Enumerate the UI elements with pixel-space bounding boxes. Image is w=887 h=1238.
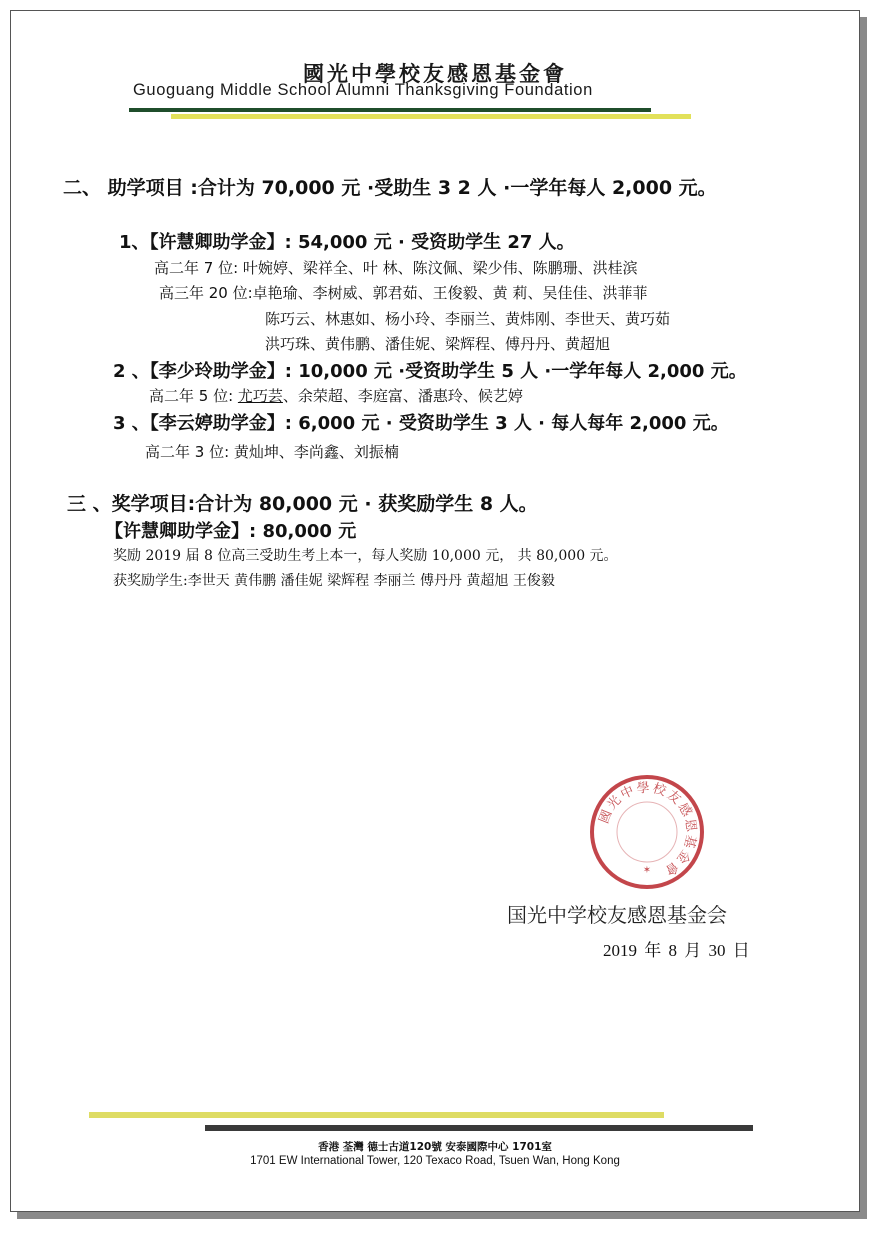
footer-address-chinese: 香港 荃灣 德士古道120號 安泰國際中心 1701室 (318, 1141, 552, 1153)
item-2-prefix: 高二年 5 位: (149, 387, 238, 405)
document-page (10, 10, 860, 1212)
item-2-line-1 (149, 385, 523, 406)
item-3-heading: 3 、【李云婷助学金】: 6,000 元 · 受资助学生 3 人 · 每人每年 2,000 元。 (113, 413, 729, 434)
item-2-rest: 、余荣超、李庭富、潘惠玲、候艺婷 (282, 387, 523, 405)
item-1-line-3: 陈巧云、林惠如、杨小玲、李丽兰、黄炜刚、李世天、黄巧茹 (265, 310, 671, 328)
foundation-title-english: Guoguang Middle School Alumni Thanksgiving Foundation (133, 81, 593, 99)
section-3-heading: 三 、奖学项目:合计为 80,000 元 · 获奖励学生 8 人。 (67, 493, 538, 515)
signature-organization: 国光中学校友感恩基金会 (507, 903, 727, 927)
section-2-heading: 二、 助学项目 :合计为 70,000 元 ·受助生 3 2 人 ·一学年每人 2,000 元。 (63, 177, 717, 199)
item-1-line-2: 高三年 20 位:卓艳瑜、李树威、郭君茹、王俊毅、黄 莉、吴佳佳、洪菲菲 (159, 284, 648, 302)
foundation-title-chinese: 國光中學校友感恩基金會 (303, 61, 567, 86)
section-3-subheading: 【许慧卿助学金】: 80,000 元 (105, 521, 357, 542)
signature-date: 2019 年 8 月 30 日 (603, 941, 750, 960)
header-green-rule (129, 108, 651, 112)
item-1-line-4: 洪巧珠、黄伟鹏、潘佳妮、梁辉程、傅丹丹、黄超旭 (265, 335, 611, 353)
item-1-line-1: 高二年 7 位: 叶婉婷、梁祥全、叶 林、陈汶佩、梁少伟、陈鹏珊、洪桂滨 (154, 259, 638, 277)
footer-yellow-rule (89, 1112, 664, 1118)
svg-text:國光中學校友感恩基金會: 國光中學校友感恩基金會 (596, 780, 699, 879)
item-1-heading: 1、【许慧卿助学金】: 54,000 元 · 受资助学生 27 人。 (119, 232, 575, 253)
foundation-seal-stamp (588, 773, 706, 891)
footer-dark-rule (205, 1125, 753, 1131)
svg-text:✶: ✶ (642, 865, 652, 876)
header-yellow-rule (171, 114, 691, 119)
item-3-line-1: 高二年 3 位: 黄灿坤、李尚鑫、刘振楠 (145, 443, 399, 461)
item-2-heading: 2 、【李少玲助学金】: 10,000 元 ·受资助学生 5 人 ·一学年每人 2,000 元。 (113, 361, 747, 382)
section-3-line-1: 奖励 2019 届 8 位高三受助生考上本一，每人奖励 10,000 元， 共 80,000 元。 (113, 548, 618, 564)
item-2-first-name: 尤巧芸 (237, 387, 283, 405)
footer-address-english: 1701 EW International Tower, 120 Texaco Road, Tsuen Wan, Hong Kong (250, 1155, 620, 1167)
section-3-line-2: 获奖励学生:李世天 黄伟鹏 潘佳妮 梁辉程 李丽兰 傅丹丹 黄超旭 王俊毅 (113, 573, 555, 589)
